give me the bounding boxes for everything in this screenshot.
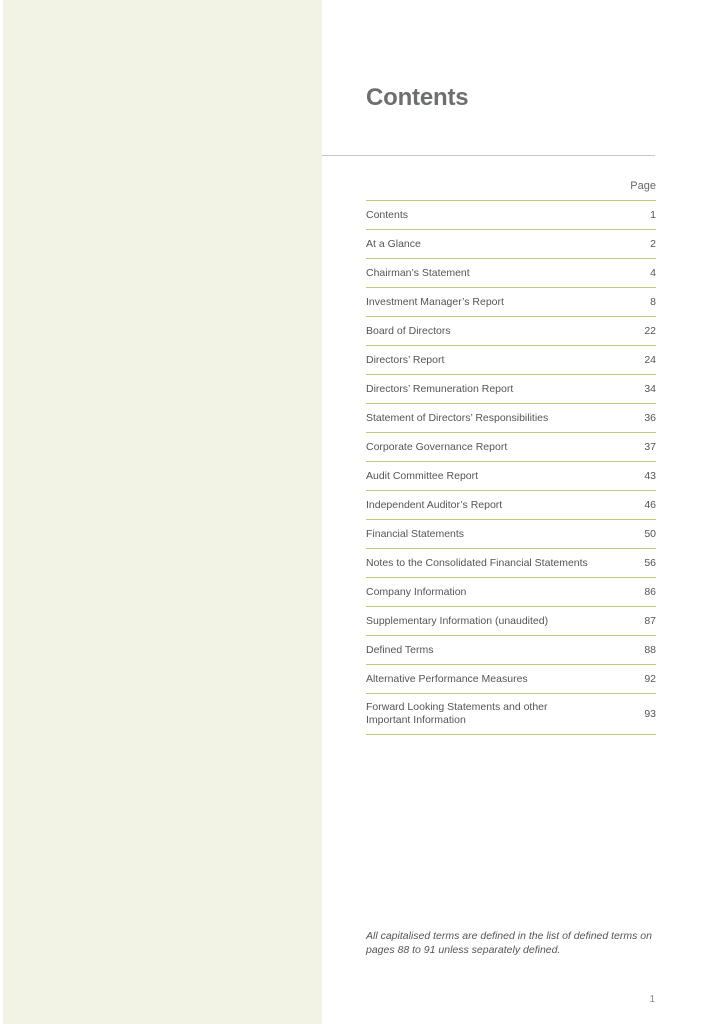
- toc-entry-page: 50: [644, 528, 656, 540]
- side-panel: [3, 0, 322, 1024]
- toc-row[interactable]: [366, 404, 656, 433]
- toc-row[interactable]: [366, 665, 656, 694]
- table-of-contents: [366, 172, 656, 735]
- toc-entry-page: 46: [644, 499, 656, 511]
- toc-row[interactable]: [366, 375, 656, 404]
- page-number: 1: [649, 994, 655, 1005]
- toc-entry-label: Investment Manager’s Report: [366, 295, 504, 308]
- toc-row[interactable]: [366, 317, 656, 346]
- toc-entry-page: 88: [644, 644, 656, 656]
- toc-header: [366, 172, 656, 201]
- toc-entry-label: Board of Directors: [366, 324, 451, 337]
- toc-row[interactable]: [366, 433, 656, 462]
- toc-entry-page: 22: [644, 325, 656, 337]
- page-title: Contents: [366, 84, 469, 111]
- toc-entry-page: 43: [644, 470, 656, 482]
- toc-row[interactable]: [366, 201, 656, 230]
- toc-entry-page: 1: [650, 209, 656, 221]
- toc-entry-label: Contents: [366, 208, 409, 221]
- toc-entry-label: Directors’ Remuneration Report: [366, 382, 514, 395]
- toc-entry-page: 92: [644, 673, 656, 685]
- toc-entry-label: Corporate Governance Report: [366, 440, 508, 453]
- toc-row[interactable]: [366, 578, 656, 607]
- toc-entry-page: 2: [650, 238, 656, 250]
- toc-entry-label: Independent Auditor’s Report: [366, 498, 503, 511]
- toc-entry-label: At a Glance: [366, 237, 421, 250]
- toc-row[interactable]: [366, 462, 656, 491]
- toc-entry-page: 4: [650, 267, 656, 279]
- toc-entry-page: 8: [650, 296, 656, 308]
- toc-row[interactable]: [366, 259, 656, 288]
- toc-row[interactable]: [366, 230, 656, 259]
- toc-entry-label: Supplementary Information (unaudited): [366, 614, 549, 627]
- toc-row[interactable]: [366, 346, 656, 375]
- toc-entry-label: Notes to the Consolidated Financial Statements: [366, 556, 588, 569]
- toc-entry-page: 56: [644, 557, 656, 569]
- toc-entry-label: Chairman’s Statement: [366, 266, 470, 279]
- toc-entry-page: 34: [644, 383, 656, 395]
- footnote: All capitalised terms are defined in the list of defined terms on pages 88 to 91 unless separately defined.: [366, 930, 652, 956]
- toc-entry-page: 87: [644, 615, 656, 627]
- toc-row[interactable]: [366, 636, 656, 665]
- toc-entry-label: Alternative Performance Measures: [366, 672, 528, 685]
- toc-entry-label: Company Information: [366, 585, 467, 598]
- toc-entry-label: Directors’ Report: [366, 353, 445, 366]
- toc-row[interactable]: [366, 491, 656, 520]
- toc-entry-label: Defined Terms: [366, 643, 434, 656]
- toc-entry-label: Statement of Directors’ Responsibilities: [366, 411, 549, 424]
- toc-entry-label: Financial Statements: [366, 527, 465, 540]
- toc-row[interactable]: [366, 549, 656, 578]
- toc-row[interactable]: [366, 520, 656, 549]
- toc-row[interactable]: [366, 288, 656, 317]
- toc-entry-page: 36: [644, 412, 656, 424]
- toc-entry-page: 24: [644, 354, 656, 366]
- toc-entry-page: 37: [644, 441, 656, 453]
- page-column-label: Page: [630, 180, 656, 192]
- toc-entry-label: Forward Looking Statements and other Important Information: [366, 701, 548, 726]
- toc-entry-page: 86: [644, 586, 656, 598]
- toc-row[interactable]: [366, 607, 656, 636]
- toc-entry-page: 93: [644, 708, 656, 720]
- toc-entry-label: Audit Committee Report: [366, 469, 479, 482]
- title-divider: [322, 155, 655, 156]
- toc-row[interactable]: [366, 694, 656, 735]
